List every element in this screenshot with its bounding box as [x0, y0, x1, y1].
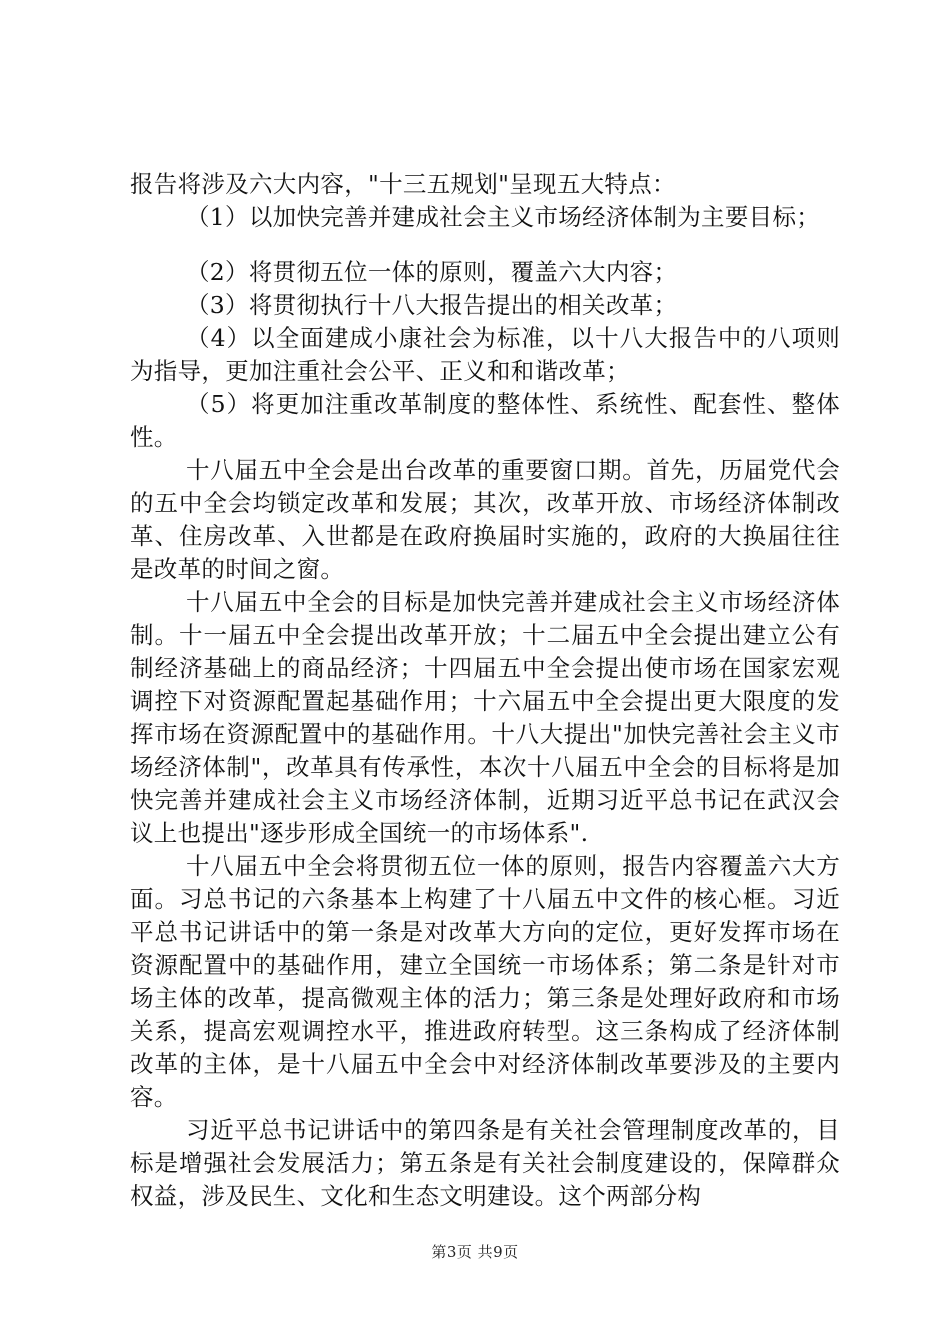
list-item-2: （2）将贯彻五位一体的原则，覆盖六大内容； — [186, 258, 678, 286]
spacer — [130, 234, 840, 256]
list-item-1: （1）以加快完善并建成社会主义市场经济体制为主要目标； — [186, 203, 821, 231]
body-paragraph: 十八届五中全会将贯彻五位一体的原则，报告内容覆盖六大方面。习总书记的六条基本上构建了十八届五中文件的核心框。习近平总书记讲话中的第一条是对改革大方向的定位，更好发挥市场在资源配置中的基础作用，建立全国统一市场体系；第二条是针对市场主体的改革，提高微观主体的活力；第三条是处理好政府和市场关系，提高宏观调控水平，推进政府转型。这三条构成了经济体制改革的主体，是十八届五中全会中对经济体制改革要涉及的主要内容。 — [130, 852, 840, 1111]
body-paragraph: 十八届五中全会是出台改革的重要窗口期。首先，历届党代会的五中全会均锁定改革和发展；其次，改革开放、市场经济体制改革、住房改革、入世都是在政府换届时实施的，政府的大换届往往是改革的时间之窗。 — [130, 456, 840, 583]
list-item-5: （5）将更加注重改革制度的整体性、系统性、配套性、整体性。 — [130, 390, 840, 451]
intro-paragraph: 报告将涉及六大内容，"十三五规划"呈现五大特点： — [130, 170, 676, 198]
page-number-footer: 第3页 共9页 — [431, 1243, 519, 1261]
body-paragraph: 十八届五中全会的目标是加快完善并建成社会主义市场经济体制。十一届五中全会提出改革开放；十二届五中全会提出建立公有制经济基础上的商品经济；十四届五中全会提出使市场在国家宏观调控下对资源配置起基础作用；十六届五中全会提出更大限度的发挥市场在资源配置中的基础作用。十八大提出"加快完善社会主义市场经济体制"，改革具有传承性，本次十八届五中全会的目标将是加快完善并建成社会主义市场经济体制，近期习近平总书记在武汉会议上也提出"逐步形成全国统一的市场体系". — [130, 588, 840, 847]
document-body — [130, 168, 840, 1213]
list-item-3: （3）将贯彻执行十八大报告提出的相关改革； — [186, 291, 678, 319]
list-item-4: （4）以全面建成小康社会为标准，以十八大报告中的八项则为指导，更加注重社会公平、正义和和谐改革； — [130, 324, 840, 385]
body-paragraph: 习近平总书记讲话中的第四条是有关社会管理制度改革的，目标是增强社会发展活力；第五条是有关社会制度建设的，保障群众权益，涉及民生、文化和生态文明建设。这个两部分构 — [130, 1116, 840, 1210]
